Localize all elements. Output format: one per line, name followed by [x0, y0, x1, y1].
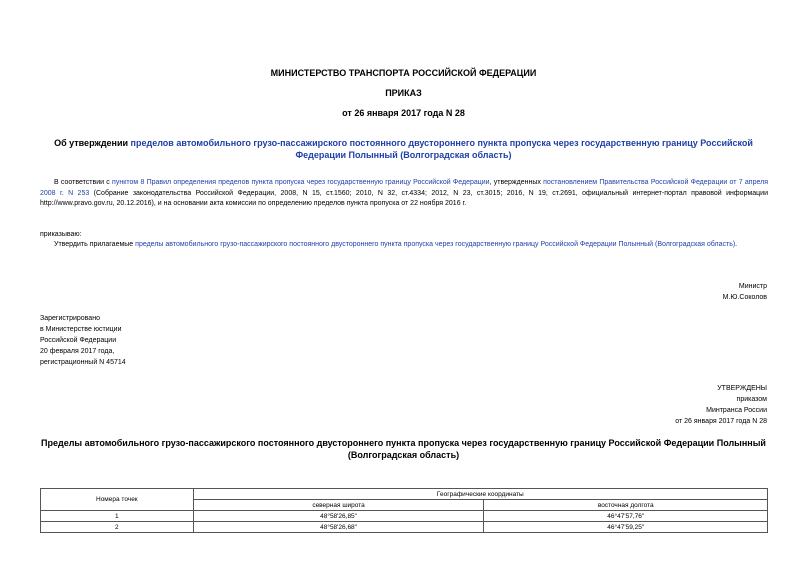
- rules-link[interactable]: пунктом 8 Правил определения пределов пункта пропуска через государственную границу Российской Федерации: [112, 179, 490, 186]
- longitude-header: восточная долгота: [484, 500, 768, 511]
- order-text-1: Утвердить прилагаемые: [54, 241, 136, 248]
- government-decree-link[interactable]: постановлением Правительства Российской Федерации от 7 апреля 2008 г. N 253: [40, 179, 769, 197]
- preamble-text-2: , утвержденных: [489, 179, 544, 186]
- point-number-cell: 1: [41, 511, 194, 522]
- approval-block: [675, 383, 767, 427]
- annex-link[interactable]: пределы автомобильного грузо-пассажирского постоянного двустороннего пункта пропуска через государственную границу Российской Федерации Полынный (Волгоградская область): [135, 241, 736, 248]
- signature-block: [723, 281, 767, 303]
- ministry-heading: МИНИСТЕРСТВО ТРАНСПОРТА РОССИЙСКОЙ ФЕДЕРАЦИИ: [270, 68, 537, 78]
- order-text-2: .: [735, 241, 738, 248]
- coords-header: Географические координаты: [193, 489, 767, 500]
- approval-line-1: УТВЕРЖДЕНЫ: [717, 385, 767, 392]
- registration-line-5: регистрационный N 45714: [40, 359, 126, 366]
- document-title: [40, 137, 767, 161]
- approval-line-4: от 26 января 2017 года N 28: [675, 418, 767, 425]
- approval-line-3: Минтранса России: [706, 407, 767, 414]
- date-number-heading: от 26 января 2017 года N 28: [342, 108, 465, 118]
- registration-line-3: Российской Федерации: [40, 337, 117, 344]
- preamble-text-3: (Собрание законодательства Российской Федерации, 2008, N 15, ст.1560; 2010, N 32, ст.4334; 2012, N 23, ст.3015; 2016, N 19, ст.2691, официальный интернет-портал правовой информации http://www.pravo.gov.ru, 20.12.2016), и на основании акта комиссии по определению пределов пункта пропуска от 22 ноября 2016 г.: [40, 189, 768, 207]
- registration-line-4: 20 февраля 2017 года,: [40, 348, 115, 355]
- longitude-cell: 46°47'59,25": [484, 522, 768, 533]
- points-header: Номера точек: [41, 489, 194, 511]
- coordinates-table: [40, 488, 768, 533]
- registration-line-1: Зарегистрировано: [40, 315, 100, 322]
- doc-type-heading: ПРИКАЗ: [385, 88, 422, 98]
- annex-title: Пределы автомобильного грузо-пассажирского постоянного двустороннего пункта пропуска через государственную границу Российской Федерации Полынный (Волгоградская область): [41, 438, 766, 460]
- latitude-cell: 48°58'26,85": [193, 511, 484, 522]
- signature-position: Министр: [738, 283, 767, 290]
- longitude-cell: 46°47'57,76": [484, 511, 768, 522]
- title-link[interactable]: пределов автомобильного грузо-пассажирского постоянного двустороннего пункта пропуска через государственную границу Российской Федерации Полынный (Волгоградская область): [130, 138, 753, 160]
- signature-name: М.Ю.Соколов: [722, 294, 767, 301]
- table-header-row: [41, 489, 768, 500]
- table-row: [41, 522, 768, 533]
- approval-line-2: приказом: [736, 396, 767, 403]
- title-prefix: Об утверждении: [54, 138, 131, 148]
- order-label: приказываю:: [40, 231, 82, 238]
- latitude-header: северная широта: [193, 500, 484, 511]
- point-number-cell: 2: [41, 522, 194, 533]
- registration-line-2: в Министерстве юстиции: [40, 326, 122, 333]
- order-paragraph: [54, 239, 768, 250]
- latitude-cell: 48°58'26,68": [193, 522, 484, 533]
- registration-block: [40, 313, 126, 368]
- preamble-text-1: В соответствии с: [54, 179, 113, 186]
- table-row: [41, 511, 768, 522]
- preamble-paragraph: [40, 178, 768, 210]
